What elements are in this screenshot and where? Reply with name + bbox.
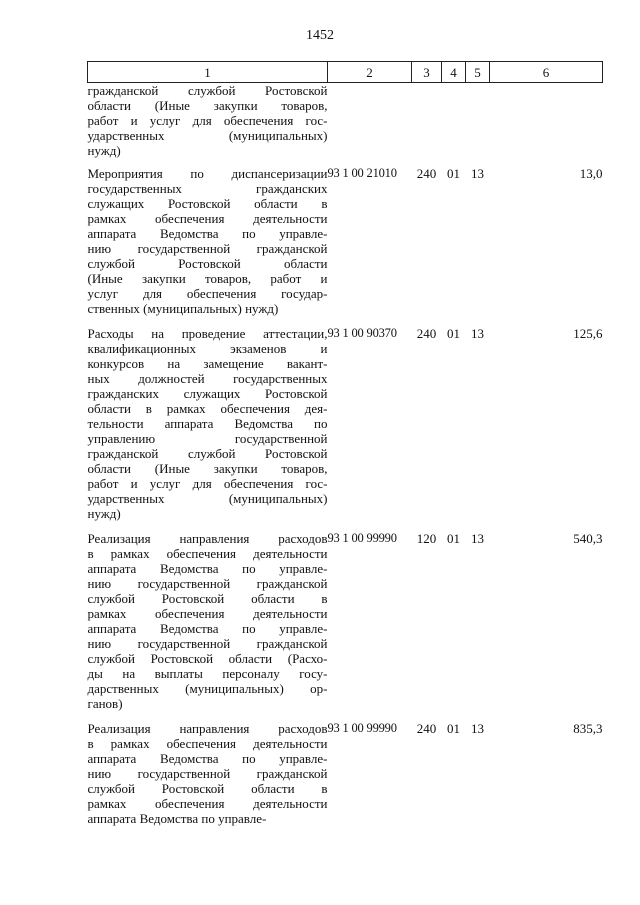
budget-classification-code: 93 1 00 90370: [327, 326, 397, 340]
amount: 835,3: [573, 721, 603, 736]
description-line: нию государственной гражданской: [87, 636, 328, 651]
table-body: [88, 83, 603, 837]
description-line: конкурсов на замещение вакант-: [87, 356, 328, 371]
amount: 125,6: [573, 326, 603, 341]
description-line: нию государственной гражданской: [87, 766, 328, 781]
description-line: области (Иные закупки товаров,: [87, 98, 328, 113]
description-line: аппарата Ведомства по управле-: [87, 621, 328, 636]
description-line: квалификационных экзаменов и: [87, 341, 328, 356]
expense-type-code: 240: [416, 166, 437, 181]
description-line: услуг для обеспечения государ-: [87, 286, 328, 301]
budget-classification-code: [328, 83, 412, 167]
description-line: в рамках обеспечения деятельности: [87, 736, 328, 751]
description-line: рамках обеспечения деятельности: [87, 796, 328, 811]
description-line: Расходы на проведение аттестации,: [87, 326, 328, 341]
description-line: службой Ростовской области в: [87, 781, 328, 796]
amount: [490, 83, 603, 167]
column-header-2: 2: [328, 62, 412, 83]
description-line: ды на выплаты персоналу госу-: [87, 666, 328, 681]
description-line: гражданской службой Ростовской: [87, 446, 328, 461]
description-line: гражданских служащих Ростовской: [87, 386, 328, 401]
row-description: [88, 721, 328, 836]
description-line: ганов): [87, 696, 123, 711]
description-line: области (Иные закупки товаров,: [87, 461, 328, 476]
description-line: (Иные закупки товаров, работ и: [87, 271, 328, 286]
subsection-code: 13: [471, 531, 484, 546]
expense-type-code: 240: [416, 721, 437, 736]
expense-type-code: [412, 83, 442, 167]
row-description: [88, 531, 328, 721]
description-line: управлению государственной: [87, 431, 328, 446]
description-line: аппарата Ведомства по управле-: [87, 226, 328, 241]
amount: 13,0: [579, 166, 603, 181]
description-line: службой Ростовской области: [87, 256, 328, 271]
description-line: нужд): [87, 506, 121, 521]
description-line: службой Ростовской области (Расхо-: [87, 651, 328, 666]
table-row: [88, 721, 603, 836]
description-line: служащих Ростовской области в: [87, 196, 328, 211]
budget-classification-code: 93 1 00 99990: [327, 721, 397, 735]
row-description: [88, 166, 328, 326]
section-code: [442, 83, 466, 167]
description-line: нужд): [87, 143, 121, 158]
table-row: [88, 531, 603, 721]
subsection-code: 13: [471, 326, 484, 341]
budget-classification-code: 93 1 00 21010: [327, 166, 397, 180]
table-row: [88, 83, 603, 167]
subsection-code: 13: [471, 166, 484, 181]
description-line: службой Ростовской области в: [87, 591, 328, 606]
budget-classification-code: 93 1 00 99990: [327, 531, 397, 545]
expense-type-code: 240: [416, 326, 437, 341]
column-header-6: 6: [490, 62, 603, 83]
description-line: тельности аппарата Ведомства по: [87, 416, 328, 431]
description-line: аппарата Ведомства по управле-: [87, 811, 267, 826]
column-header-1: 1: [88, 62, 328, 83]
column-header-4: 4: [442, 62, 466, 83]
column-header-3: 3: [412, 62, 442, 83]
section-code: 01: [447, 166, 460, 181]
subsection-code: [466, 83, 490, 167]
row-description: [88, 83, 328, 167]
description-line: рамках обеспечения деятельности: [87, 211, 328, 226]
section-code: 01: [447, 531, 460, 546]
description-line: в рамках обеспечения деятельности: [87, 546, 328, 561]
description-line: работ и услуг для обеспечения гос-: [87, 476, 328, 491]
description-line: нию государственной гражданской: [87, 576, 328, 591]
subsection-code: 13: [471, 721, 484, 736]
description-line: нию государственной гражданской: [87, 241, 328, 256]
description-line: Реализация направления расходов: [87, 721, 328, 736]
description-line: Мероприятия по диспансеризации: [87, 166, 328, 181]
section-code: 01: [447, 326, 460, 341]
description-line: области в рамках обеспечения дея-: [87, 401, 328, 416]
description-line: ударственных (муниципальных): [87, 491, 328, 506]
section-code: 01: [447, 721, 460, 736]
description-line: ных должностей государственных: [87, 371, 328, 386]
table-row: [88, 166, 603, 326]
description-line: аппарата Ведомства по управле-: [87, 561, 328, 576]
description-line: дарственных (муниципальных) ор-: [87, 681, 328, 696]
description-line: ственных (муниципальных) нужд): [87, 301, 279, 316]
table-header-row: [88, 62, 603, 83]
amount: 540,3: [573, 531, 603, 546]
expense-type-code: 120: [416, 531, 437, 546]
column-header-5: 5: [466, 62, 490, 83]
description-line: ударственных (муниципальных): [87, 128, 328, 143]
budget-table: [87, 61, 603, 836]
description-line: работ и услуг для обеспечения гос-: [87, 113, 328, 128]
table-row: [88, 326, 603, 531]
description-line: государственных гражданских: [87, 181, 328, 196]
description-line: аппарата Ведомства по управле-: [87, 751, 328, 766]
row-description: [88, 326, 328, 531]
description-line: гражданской службой Ростовской: [87, 83, 328, 98]
description-line: рамках обеспечения деятельности: [87, 606, 328, 621]
description-line: Реализация направления расходов: [87, 531, 328, 546]
page-number: 1452: [306, 28, 334, 43]
